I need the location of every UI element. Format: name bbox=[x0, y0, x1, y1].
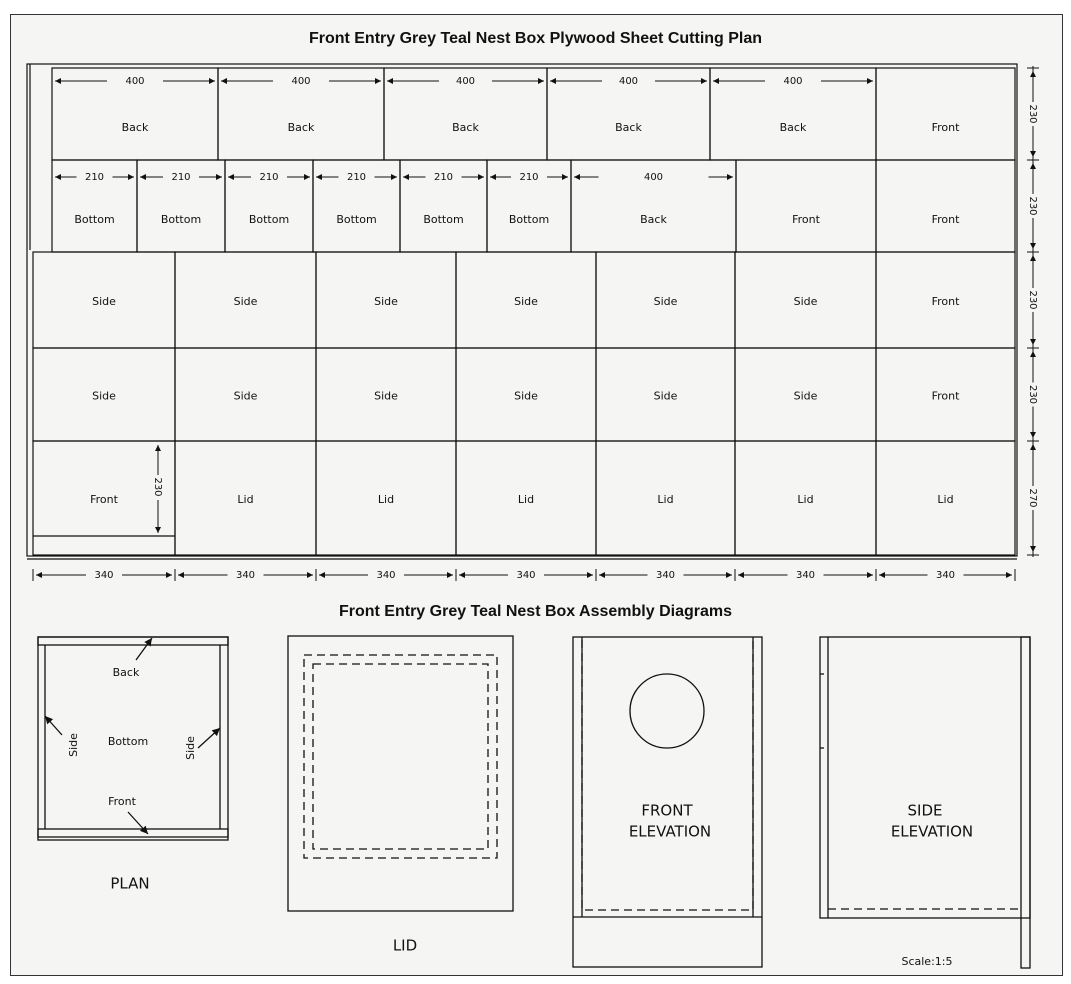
panel-label-front: Front bbox=[931, 121, 960, 134]
panel-label-side: Side bbox=[514, 389, 538, 403]
plan-pointer-side-left bbox=[45, 716, 62, 735]
dim-label-400: 400 bbox=[643, 172, 664, 183]
dim-label-400: 400 bbox=[125, 76, 145, 87]
plan-caption: PLAN bbox=[110, 874, 150, 893]
panel-label-side: Side bbox=[374, 295, 398, 308]
panel-label-bottom: Bottom bbox=[248, 213, 290, 226]
plan-label-side-left: Side bbox=[67, 733, 80, 757]
plan-pointer-back bbox=[136, 638, 152, 660]
plan-label-front: Front bbox=[108, 795, 136, 808]
panel-label-back: Back bbox=[779, 121, 807, 134]
panel-label-lid: Lid bbox=[657, 493, 674, 506]
panel-label-back: Back bbox=[121, 121, 149, 134]
panel-label-lid: Lid bbox=[937, 493, 954, 506]
panel-label-back: Back bbox=[640, 213, 667, 226]
dim-label-210: 210 bbox=[84, 172, 105, 183]
lid-dashed-inner bbox=[313, 664, 488, 849]
dim-label-230: 230 bbox=[152, 477, 163, 497]
panel-label-side: Side bbox=[653, 295, 678, 308]
dim-label-340: 340 bbox=[235, 570, 256, 581]
panel-label-back: Back bbox=[615, 121, 642, 134]
panel-label-bottom: Bottom bbox=[336, 213, 377, 226]
plan-pointer-front bbox=[128, 812, 148, 834]
side-elevation-caption-line1: SIDE bbox=[907, 801, 943, 820]
panel-label-side: Side bbox=[793, 295, 818, 308]
panel-label-side: Side bbox=[653, 389, 678, 403]
dim-label-210: 210 bbox=[433, 172, 454, 183]
panel-label-lid: Lid bbox=[797, 493, 814, 506]
scale-note: Scale:1:5 bbox=[901, 955, 953, 968]
dim-label-230: 230 bbox=[1027, 104, 1038, 124]
panel-label-front: Front bbox=[90, 493, 118, 506]
dim-label-400: 400 bbox=[291, 76, 311, 87]
panel-label-back: Back bbox=[452, 121, 479, 134]
dim-label-340: 340 bbox=[376, 570, 396, 581]
panel-label-bottom: Bottom bbox=[423, 213, 464, 226]
panel-label-side: Side bbox=[233, 295, 258, 308]
panel-label-side: Side bbox=[514, 295, 538, 308]
panel-label-side: Side bbox=[793, 389, 818, 403]
assembly-diagrams-title: Front Entry Grey Teal Nest Box Assembly Diagrams bbox=[338, 603, 732, 620]
plan-label-bottom: Bottom bbox=[107, 735, 149, 748]
dim-label-340: 340 bbox=[795, 570, 816, 581]
cutting-plan-title: Front Entry Grey Teal Nest Box Plywood Sheet Cutting Plan bbox=[308, 30, 763, 47]
dim-label-210: 210 bbox=[346, 172, 367, 183]
panel-label-front: Front bbox=[931, 213, 960, 226]
dim-label-210: 210 bbox=[171, 172, 191, 183]
dim-label-340: 340 bbox=[516, 570, 536, 581]
entry-hole bbox=[630, 674, 704, 748]
panel-label-side: Side bbox=[233, 389, 258, 403]
panel-label-lid: Lid bbox=[237, 493, 254, 506]
dim-label-210: 210 bbox=[519, 172, 539, 183]
dim-label-230: 230 bbox=[1027, 196, 1038, 216]
dim-label-340: 340 bbox=[94, 570, 114, 581]
panel-r2-9-front bbox=[876, 160, 1015, 252]
panel-label-front: Front bbox=[931, 389, 960, 403]
plan-back-strip bbox=[38, 637, 228, 645]
panel-label-lid: Lid bbox=[377, 493, 395, 506]
plan-front-strip bbox=[38, 829, 228, 837]
side-elevation-outline bbox=[820, 637, 1030, 918]
panel-label-front: Front bbox=[792, 213, 820, 226]
dim-label-400: 400 bbox=[783, 76, 803, 87]
lid-caption: LID bbox=[392, 936, 418, 955]
panel-label-bottom: Bottom bbox=[74, 213, 115, 226]
lid-dashed-outer bbox=[304, 655, 497, 858]
lid-outline bbox=[288, 636, 513, 911]
dim-label-230: 230 bbox=[1027, 290, 1038, 310]
dim-label-400: 400 bbox=[455, 76, 476, 87]
panel-r1-6-front bbox=[876, 68, 1015, 160]
front-elevation-hidden-edge bbox=[582, 640, 753, 910]
panel-r2-8-front bbox=[736, 160, 876, 252]
dim-label-340: 340 bbox=[935, 570, 956, 581]
panel-label-front: Front bbox=[931, 295, 960, 308]
panel-label-bottom: Bottom bbox=[160, 213, 202, 226]
plan-pointer-side-right bbox=[198, 728, 220, 748]
side-elevation-caption-line2: ELEVATION bbox=[890, 822, 974, 841]
dim-label-270: 270 bbox=[1027, 488, 1038, 508]
plan-label-back: Back bbox=[112, 666, 140, 679]
dim-label-400: 400 bbox=[618, 76, 639, 87]
panel-label-side: Side bbox=[92, 389, 116, 403]
panel-label-side: Side bbox=[92, 295, 116, 308]
panel-label-side: Side bbox=[374, 389, 398, 403]
panel-label-lid: Lid bbox=[517, 493, 535, 506]
panel-label-back: Back bbox=[287, 121, 315, 134]
front-elevation-caption-line2: ELEVATION bbox=[628, 822, 712, 841]
panel-label-bottom: Bottom bbox=[508, 213, 550, 226]
dim-label-210: 210 bbox=[259, 172, 279, 183]
front-elevation-caption-line1: FRONT bbox=[641, 801, 693, 820]
dim-label-230: 230 bbox=[1027, 384, 1038, 405]
dim-label-340: 340 bbox=[655, 570, 676, 581]
plan-label-side-right: Side bbox=[184, 736, 197, 760]
